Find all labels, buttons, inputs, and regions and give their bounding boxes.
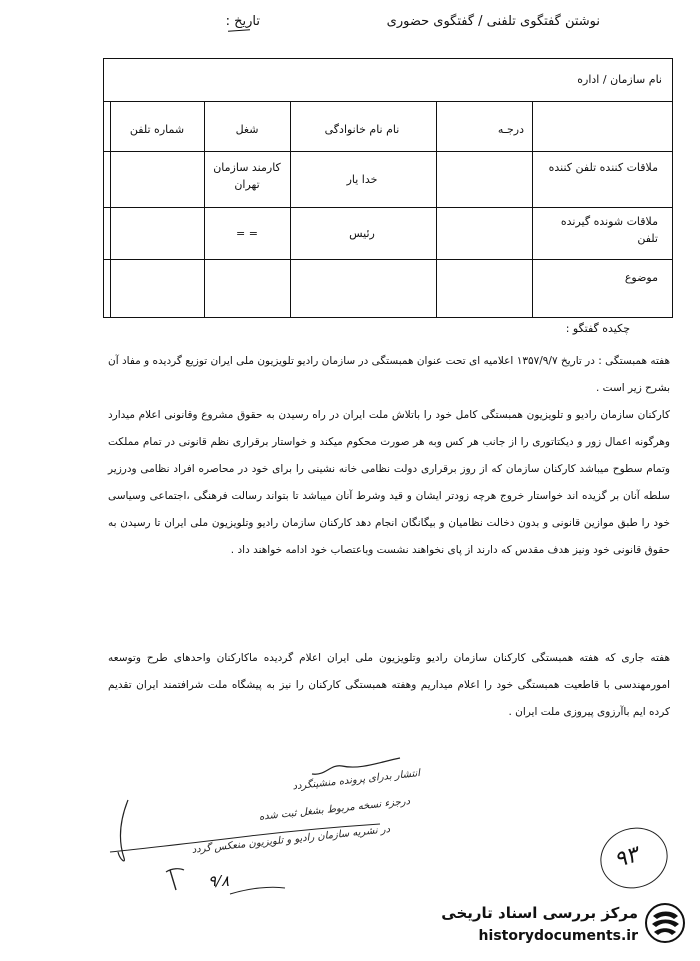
subject-label: موضوع — [624, 271, 658, 284]
handwritten-note: انتشار بدرای پرونده منشینگردد — [292, 768, 421, 793]
column-phone: شماره تلفن — [129, 123, 185, 136]
summary-label: چکیده گفتگو : — [565, 322, 630, 335]
form-title: نوشتن گفتگوی تلفنی / گفتگوی حضوری — [386, 14, 600, 29]
page-stamp — [592, 819, 675, 897]
divider — [104, 207, 672, 208]
column-name: نام نام خانوادگی — [324, 123, 400, 136]
stamp-number: ۹۳ — [611, 842, 642, 874]
conversation-form — [103, 58, 673, 318]
divider — [110, 101, 111, 317]
column-rank: درجـه — [497, 123, 524, 136]
page-number: ۹/۸ — [208, 872, 230, 890]
visitor-job: کارمند سازمان تهران — [213, 161, 281, 192]
column-job: شغل — [235, 123, 259, 136]
visitor-name: خدا یار — [346, 173, 378, 186]
divider — [290, 101, 291, 317]
paragraph-statement: کارکنان سازمان رادیو و تلویزیون همبستگی کامل خود را باتلاش ملت ایران در راه رسیدن به حقوق مشروع وقانونی اعلام میدارد وهرگونه اعمال زور و دیکتاتوری را از جانب هر کس وبه هر صورت محکوم میکند و خواستار برقراری نظم قانونی در تمام مملکت وتمام سطوح میباشد کارکنان سازمان که از روز برقراری دولت نظامی خانه نشینی را برای خود در محاصره افراد نظامی ودرزیر سلطه آنان بر گزیده اند خواستار خروج هرچه زودتر ایشان و قید وشرط آنان میباشد تا بتواند رسالت فرهنگی ،اجتماعی وسیاسی خود را طبق موازین قانونی و بدون دخالت نظامیان و بیگانگان انجام دهد کارکنان سازمان رادیو وتلویزیون ملی ایران تا رسیدن به حقوق قانونی خود ونیز هدف مقدس که دارند از پای نخواهند نشست وباعتصاب خود ادامه خواهند داد . — [108, 409, 670, 556]
org-label: نام سازمان / اداره — [577, 73, 662, 86]
divider — [204, 101, 205, 317]
visited-name: رئیس — [349, 227, 375, 240]
visited-label: ملاقات شونده گیرنده تلفن — [560, 215, 658, 246]
paragraph-intro: هفته همبستگی : در تاریخ ۱۳۵۷/۹/۷ اعلامیه ای تحت عنوان همبستگی در سازمان رادیو تلویزیون ملی ایران توزیع گردیده و مفاد آن بشرح زیر است . — [108, 355, 670, 394]
divider — [104, 151, 672, 152]
handwritten-signature — [80, 740, 410, 900]
handwritten-note: درجزء نسخه مربوط بشغل ثبت شده — [258, 796, 411, 823]
divider — [104, 259, 672, 260]
watermark-url: historydocuments.ir — [478, 928, 638, 944]
date-handwritten-mark — [228, 29, 250, 32]
watermark-title: مرکز بررسی اسناد تاریخی — [441, 904, 638, 922]
divider — [532, 101, 533, 317]
date-label: تاریخ : — [225, 14, 260, 29]
visited-job: = = — [236, 227, 258, 240]
paragraph-closing: هفته جاری که هفته همبستگی کارکنان سازمان رادیو وتلویزیون ملی ایران اعلام گردیده ماکارکنان واحدهای طرح وتوسعه امورمهندسی با قاطعیت همبستگی خود را اعلام میداریم وهفته همبستگی کارکنان را نیز به پیشگاه ملت شرافتمند ایران تقدیم کرده ایم باآرزوی پیروزی ملت ایران . — [108, 652, 670, 718]
divider — [104, 101, 672, 102]
handwritten-note: در نشریه سازمان رادیو و تلویزیون منعکس گردد — [191, 824, 391, 856]
visitor-label: ملاقات کننده تلفن کننده — [548, 161, 658, 174]
watermark-logo — [644, 902, 686, 944]
divider — [436, 101, 437, 317]
